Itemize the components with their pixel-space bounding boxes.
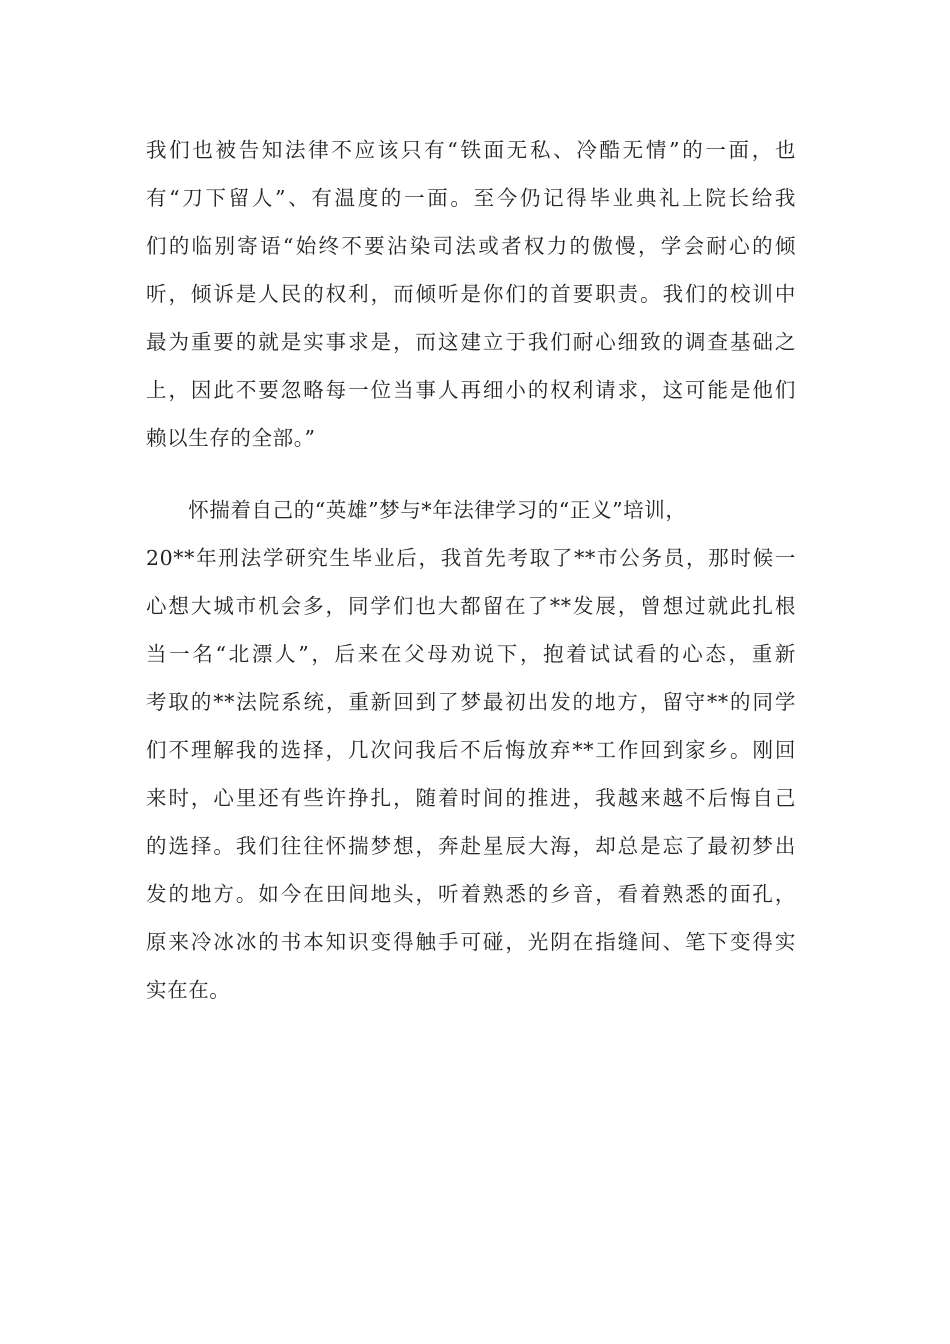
text-line: 实在在。 (146, 978, 231, 1002)
text-line: 来时，心里还有些许挣扎，随着时间的推进，我越来越不后悔自己 (146, 786, 796, 810)
text-line: 们的临别寄语“始终不要沾染司法或者权力的傲慢，学会耐心的倾 (146, 234, 796, 258)
text-line: 当一名“北漂人”，后来在父母劝说下，抱着试试看的心态，重新 (146, 642, 796, 666)
text-line: 原来冷冰冰的书本知识变得触手可碰，光阴在指缝间、笔下变得实 (146, 930, 796, 954)
paragraph-career-choice (146, 486, 796, 1014)
text-line: 们不理解我的选择，几次问我后不后悔放弃**工作回到家乡。刚回 (146, 738, 796, 762)
text-line: 听，倾诉是人民的权利，而倾听是你们的首要职责。我们的校训中 (146, 282, 796, 306)
text-line: 发的地方。如今在田间地头，听着熟悉的乡音，看着熟悉的面孔， (146, 882, 796, 906)
text-line: 20**年刑法学研究生毕业后，我首先考取了**市公务员，那时候一 (146, 546, 796, 570)
text-line: 我们也被告知法律不应该只有“铁面无私、冷酷无情”的一面，也 (146, 138, 796, 162)
text-line: 的选择。我们往往怀揣梦想，奔赴星辰大海，却总是忘了最初梦出 (146, 834, 796, 858)
paragraph-graduation-memory (146, 126, 796, 462)
text-line: 最为重要的就是实事求是，而这建立于我们耐心细致的调查基础之 (146, 330, 796, 354)
text-line: 上，因此不要忽略每一位当事人再细小的权利请求，这可能是他们 (146, 378, 796, 402)
text-line: 赖以生存的全部。” (146, 426, 316, 450)
text-line: 有“刀下留人”、有温度的一面。至今仍记得毕业典礼上院长给我 (146, 186, 796, 210)
text-line: 考取的**法院系统，重新回到了梦最初出发的地方，留守**的同学 (146, 690, 796, 714)
text-line: 怀揣着自己的“英雄”梦与*年法律学习的“正义”培训， (146, 498, 687, 522)
text-line: 心想大城市机会多，同学们也大都留在了**发展，曾想过就此扎根 (146, 594, 796, 618)
